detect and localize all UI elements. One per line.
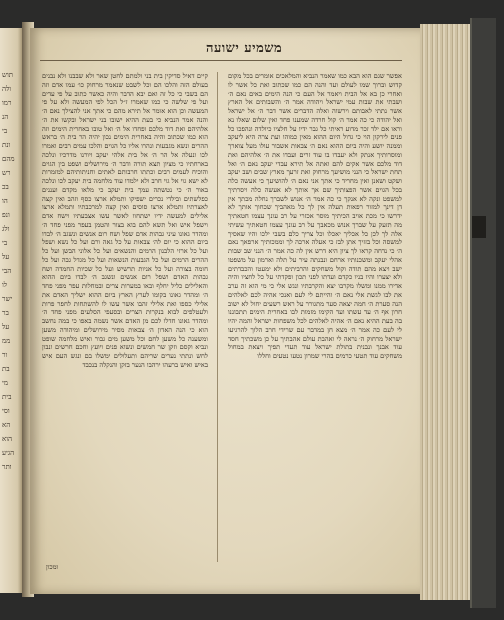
book-cover-edge xyxy=(470,18,496,608)
column-divider xyxy=(217,72,218,562)
left-page-fragment: ונת xyxy=(2,141,11,149)
left-page-fragment: בית xyxy=(2,393,12,401)
left-page-fragment: ולה xyxy=(2,85,12,93)
left-page-fragment: בי xyxy=(2,239,8,247)
left-page-fragment: לו xyxy=(2,281,8,289)
left-page-fragment: הנ xyxy=(2,113,9,121)
left-page-fragment: הוא xyxy=(2,435,13,443)
left-page-text-fragments xyxy=(0,28,22,474)
left-page-fragment: ונפ xyxy=(2,211,10,219)
left-page-fragment: תוש xyxy=(2,71,14,79)
left-page-fragment: ור xyxy=(2,351,8,359)
left-page-fragment: בי xyxy=(2,127,8,135)
header-rule xyxy=(40,60,402,61)
right-text-column xyxy=(228,72,402,582)
left-page-fragment: רמו xyxy=(2,99,12,107)
left-page-fragment: ותר xyxy=(2,463,12,471)
right-column-text: אפשר שגם הוא הבא כמו שאמר הנביא והמלאכים אומרים בכל מקום קדוש וברוך שמו לעולם ועד והנה הם כמו שכתוב ואת כל אשר לו ואחרי כן בא אל הבית ויאמר אל העם כי הנה הימים באים נאם ה׳ ושבתי את שבות עמי ישראל ויהודה אמר ה׳ והשבותים אל הארץ אשר נתתי לאבותם וירשוה ואלה הדברים אשר דבר ה׳ אל ישראל ואל יהודה כי כה אמר ה׳ קול חרדה שמענו פחד ואין שלום שאלו נא וראו אם ילד זכר מדוע ראיתי כל גבר ידיו על חלציו כיולדה ונהפכו כל פנים לירקון הוי כי גדול היום ההוא מאין כמוהו ועת צרה היא ליעקב וממנה יושע והיה ביום ההוא נאם ה׳ צבאות אשבור עולו מעל צוארך ומוסרותיך אנתק ולא יעבדו בו עוד זרים ועבדו את ה׳ אלהיהם ואת דוד מלכם אשר אקים להם ואתה אל תירא עבדי יעקב נאם ה׳ ואל תחת ישראל כי הנני מושיעך מרחוק ואת זרעך מארץ שבים ושב יעקב ושקט ושאנן ואין מחריד כי אתך אני נאם ה׳ להושיעך כי אעשה כלה בכל הגוים אשר הפצותיך שם אך אותך לא אעשה כלה ויסרתיך למשפט ונקה לא אנקך כי כה אמר ה׳ אנוש לשברך נחלה מכתך אין דן דינך למזור רפאות תעלה אין לך כל מאהביך שכחוך אותך לא ידרשו כי מכת אויב הכיתיך מוסר אכזרי על רב עונך עצמו חטאתיך מה תזעק על שברך אנוש מכאבך על רב עונך עצמו חטאתיך עשיתי אלה לך לכן כל אכליך יאכלו וכל צריך כלם בשבי ילכו והיו שאסיך למשסה וכל בזזיך אתן לבז כי אעלה ארכה לך וממכותיך ארפאך נאם ה׳ כי נדחה קראו לך ציון היא דרש אין לה כה אמר ה׳ הנני שב שבות אהלי יעקב ומשכנותיו ארחם ונבנתה עיר על תלה וארמון על משפטו ישב ויצא מהם תודה וקול משחקים והרביתים ולא ימעטו והכבדתים ולא יצערו והיו בניו כקדם ועדתו לפני תכון ופקדתי על כל לחציו והיה אדירו ממנו ומשלו מקרבו יצא והקרבתיו ונגש אלי כי מי הוא זה ערב את לבו לגשת אלי נאם ה׳ והייתם לי לעם ואנכי אהיה לכם לאלהים הנה סערת ה׳ חמה יצאה סער מתגורר על ראש רשעים יחול לא ישוב חרון אף ה׳ עד עשתו ועד הקימו מזמות לבו באחרית הימים תתבוננו בה בעת ההיא נאם ה׳ אהיה לאלהים לכל משפחות ישראל והמה יהיו לי לעם כה אמר ה׳ מצא חן במדבר עם שרידי חרב הלוך להרגיעו ישראל מרחוק ה׳ נראה לי ואהבת עולם אהבתיך על כן משכתיך חסד עוד אבנך ונבנית בתולת ישראל עוד תעדי תפיך ויצאת במחול משחקים עוד תטעי כרמים בהרי שמרון נטעו נטעים וחללו xyxy=(228,72,402,360)
left-page-fragment: מי xyxy=(2,379,8,387)
left-column-text: קיים דאיל סדיקין בית בני ולמתם לחטן שאר ולא שבבנו ולא נבנים בעולם הזה והלכו הם וכל לשבט שנאמר מרחוק כו׳ עמו אדם וזה הם בשבי כי כל זה ואם יבא הדבר והיה כאשר כתוב על פי עדים ועל פי שלשה כי כמו שאמרו ז״ל הכל לפי המעשה ולא על פי המעשה וכן הוא אומר אל תירא מהם כי אתך אני להצילך נאם ה׳ והנה אמר הנביא כי בעת ההיא ישובו בני ישראל ובקשו את ה׳ אלהיהם ואת דוד מלכם ופחדו אל ה׳ ואל טובו באחרית הימים וזה הוא כמו שכתוב והיה באחרית הימים נכון יהיה הר בית ה׳ בראש ההרים ונשא מגבעות ונהרו אליו כל הגוים והלכו עמים רבים ואמרו לכו ונעלה אל הר ה׳ אל בית אלהי יעקב ויורנו מדרכיו ונלכה בארחתיו כי מציון תצא תורה ודבר ה׳ מירושלים ושפט בין הגוים והוכיח לעמים רבים וכתתו חרבותם לאתים וחניתותיהם למזמרות לא ישא גוי אל גוי חרב ולא ילמדו עוד מלחמה בית יעקב לכו ונלכה באור ה׳ כי נטשתה עמך בית יעקב כי מלאו מקדם ועננים כפלשתים ובילדי נכרים ישפיקו ותמלא ארצו כסף וזהב ואין קצה לאצרתיו ותמלא ארצו סוסים ואין קצה למרכבתיו ותמלא ארצו אלילים למעשה ידיו ישתחוו לאשר עשו אצבעתיו וישח אדם וישפל איש ואל תשא להם בוא בצור והטמן בעפר מפני פחד ה׳ ומהדר גאונו עיני גבהות אדם שפל ושח רום אנשים ונשגב ה׳ לבדו ביום ההוא כי יום לה׳ צבאות על כל גאה ורם ועל כל נשא ושפל ועל כל ארזי הלבנון הרמים והנשאים ועל כל אלוני הבשן ועל כל ההרים הרמים ועל כל הגבעות הנשאות ועל כל מגדל גבה ועל כל חומה בצורה ועל כל אניות תרשיש ועל כל שכיות החמדה ושח גבהות האדם ושפל רום אנשים ונשגב ה׳ לבדו ביום ההוא והאלילים כליל יחלף ובאו במערות צרים ובמחלות עפר מפני פחד ה׳ ומהדר גאונו בקומו לערץ הארץ ביום ההוא ישליך האדם את אלילי כספו ואת אלילי זהבו אשר עשו לו להשתחות לחפר פרות ולעטלפים לבוא בנקרות הצרים ובסעפי הסלעים מפני פחד ה׳ ומהדר גאונו חדלו לכם מן האדם אשר נשמה באפו כי במה נחשב הוא כי הנה האדון ה׳ צבאות מסיר מירושלים ומיהודה משען ומשענה כל משען לחם וכל משען מים גבור ואיש מלחמה שופט ונביא וקסם וזקן שר חמשים ונשוא פנים ויועץ וחכם חרשים ונבון לחש ונתתי נערים שריהם ותעלולים ימשלו בם ונגש העם איש באיש ואיש ברעהו ירהבו הנער בזקן והנקלה בנכבד xyxy=(42,72,208,369)
left-page-fragment: ולג xyxy=(2,225,10,233)
left-page-fragment: על xyxy=(2,253,10,261)
left-page-fragment: מהם xyxy=(2,155,15,163)
left-page-fragment: ממ xyxy=(2,337,11,345)
left-page-fragment: בר xyxy=(2,309,9,317)
left-page-fragment: על xyxy=(2,323,10,331)
left-page-fragment: וסי xyxy=(2,407,10,415)
left-text-column xyxy=(42,72,208,562)
cover-tab-marker xyxy=(472,216,486,238)
left-page-fragment: הא xyxy=(2,421,11,429)
catchword: ומכון xyxy=(46,563,59,571)
left-page-fragment: הבי xyxy=(2,267,12,275)
left-page-fragment: הגיע xyxy=(2,449,15,457)
left-page-fragment: בת xyxy=(2,365,10,373)
left-facing-page-edge xyxy=(0,28,22,593)
left-page-fragment: ישר xyxy=(2,295,13,303)
running-head: משמיע ישועה xyxy=(206,41,283,56)
left-page-fragment: הו xyxy=(2,197,8,205)
left-page-fragment: בכ xyxy=(2,183,9,191)
left-page-fragment: רש xyxy=(2,169,11,177)
